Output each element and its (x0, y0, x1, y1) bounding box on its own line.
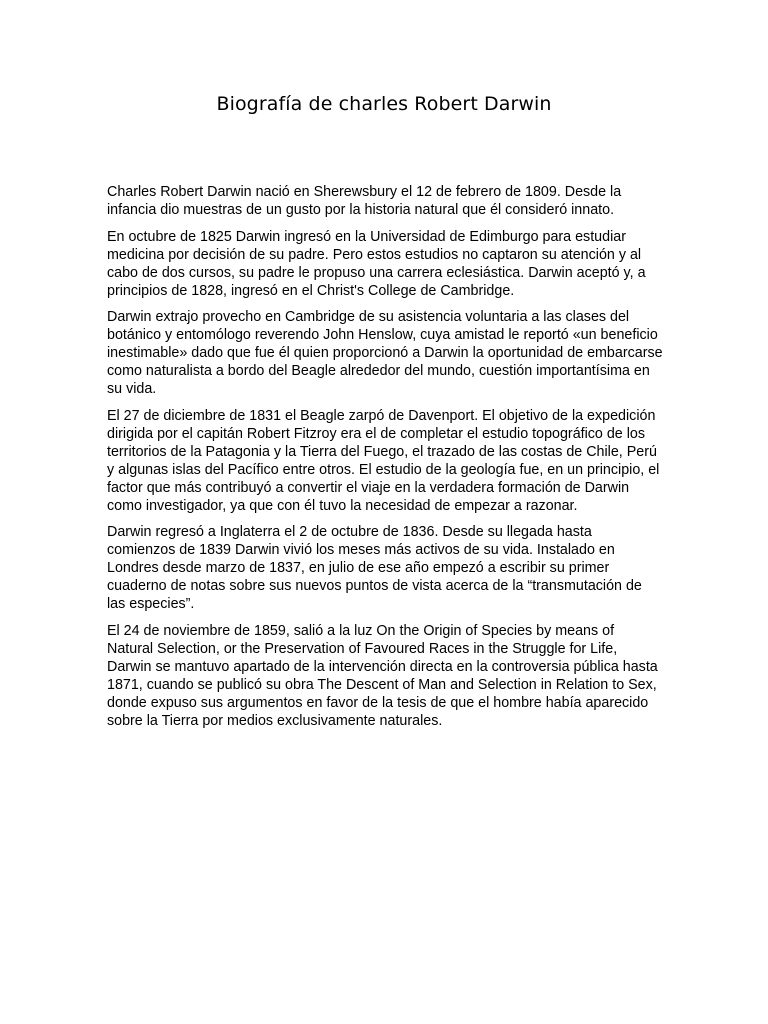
paragraph-3: Darwin extrajo provecho en Cambridge de su asistencia voluntaria a las clases del botánico y entomólogo reverendo John Henslow, cuya amistad le reportó «un beneficio inestimable» dado que fue él quien proporcionó a Darwin la oportunidad de embarcarse como naturalista a bordo del Beagle alrededor del mundo, cuestión importantísima en su vida. (107, 309, 663, 397)
document-title: Biografía de charles Robert Darwin (216, 93, 552, 115)
paragraph-5: Darwin regresó a Inglaterra el 2 de octubre de 1836. Desde su llegada hasta comienzos de 1839 Darwin vivió los meses más activos de su vida. Instalado en Londres desde marzo de 1837, en julio de ese año empezó a escribir su primer cuaderno de notas sobre sus nuevos puntos de vista acerca de la “transmutación de las especies”. (107, 524, 642, 612)
paragraph-1: Charles Robert Darwin nació en Sherewsbury el 12 de febrero de 1809. Desde la infancia dio muestras de un gusto por la historia natural que él consideró innato. (107, 184, 622, 218)
paragraph-4: El 27 de diciembre de 1831 el Beagle zarpó de Davenport. El objetivo de la expedición dirigida por el capitán Robert Fitzroy era el de completar el estudio topográfico de los territorios de la Patagonia y la Tierra del Fuego, el trazado de las costas de Chile, Perú y algunas islas del Pacífico entre otros. El estudio de la geología fue, en un principio, el factor que más contribuyó a convertir el viaje en la verdadera formación de Darwin como investigador, ya que con él tuvo la necesidad de empezar a razonar. (107, 407, 660, 514)
paragraph-2: En octubre de 1825 Darwin ingresó en la Universidad de Edimburgo para estudiar medicina por decisión de su padre. Pero estos estudios no captaron su atención y al cabo de dos cursos, su padre le propuso una carrera eclesiástica. Darwin aceptó y, a principios de 1828, ingresó en el Christ's College de Cambridge. (107, 228, 646, 299)
document-body (107, 183, 663, 738)
paragraph-6: El 24 de noviembre de 1859, salió a la luz On the Origin of Species by means of Natural Selection, or the Preservation of Favoured Races in the Struggle for Life, Darwin se mantuvo apartado de la intervención directa en la controversia pública hasta 1871, cuando se publicó su obra The Descent of Man and Selection in Relation to Sex, donde expuso sus argumentos en favor de la tesis de que el hombre había aparecido sobre la Tierra por medios exclusivamente naturales. (107, 622, 658, 729)
